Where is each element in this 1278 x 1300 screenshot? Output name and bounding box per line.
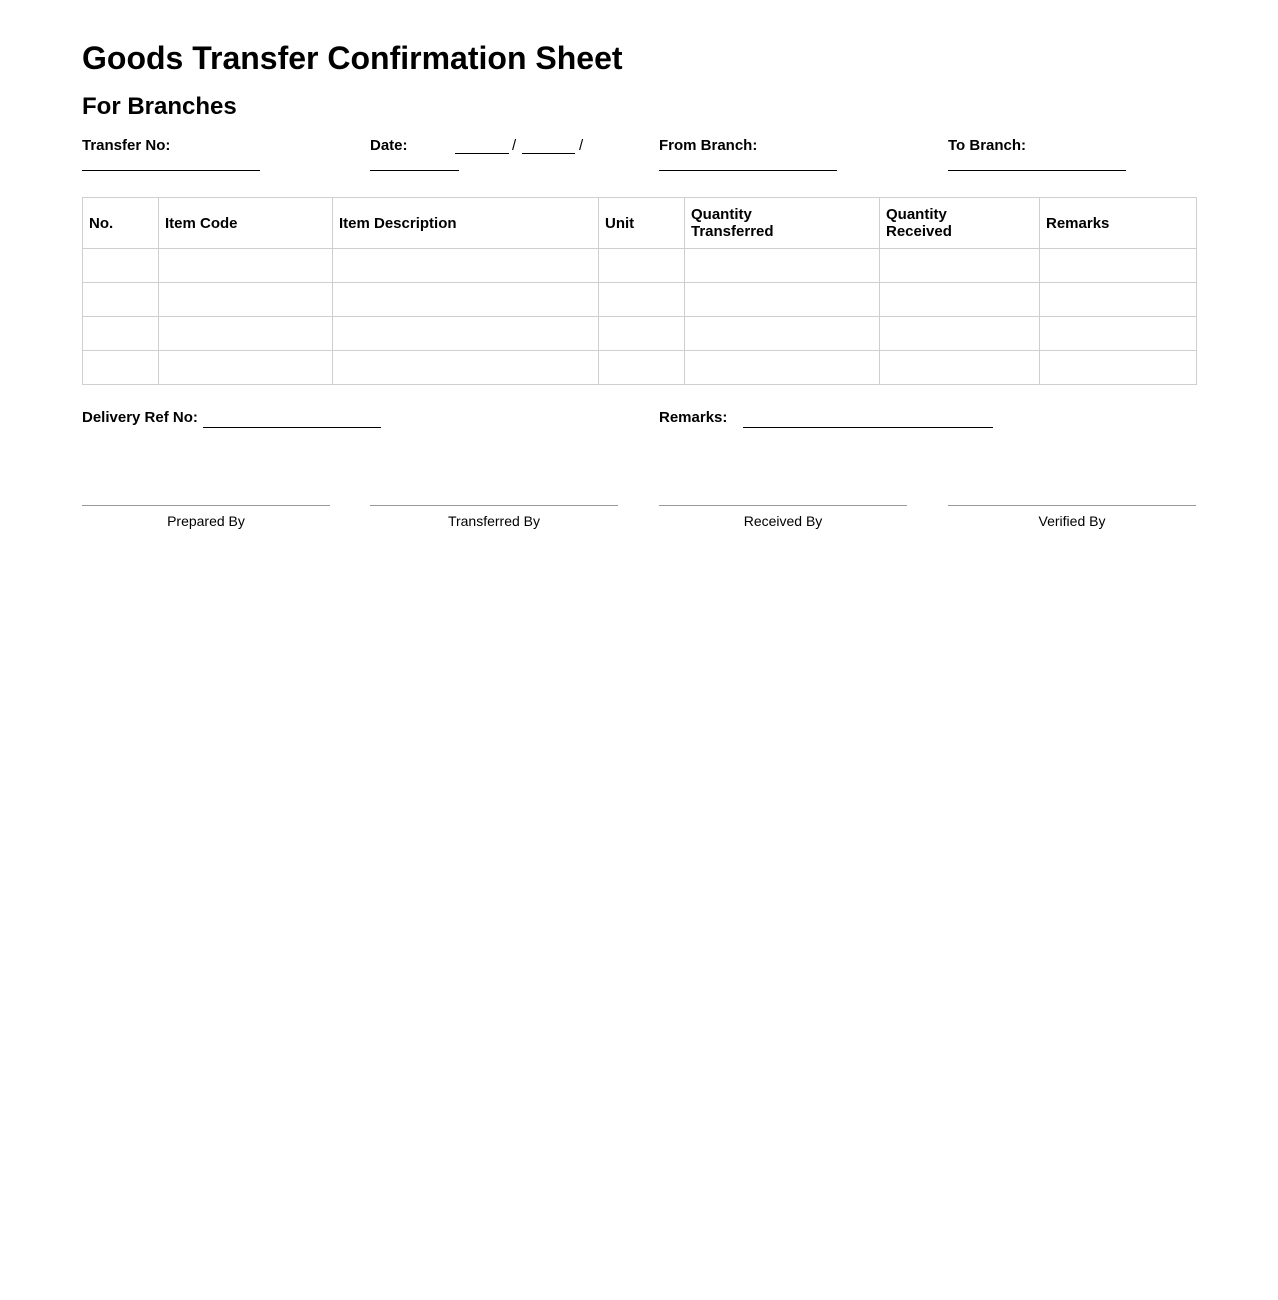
date-day-line[interactable]	[455, 153, 509, 154]
signature-prepared-by[interactable]	[82, 505, 330, 530]
table-cell[interactable]	[685, 317, 880, 351]
table-cell[interactable]	[159, 249, 333, 283]
remarks-label: Remarks:	[659, 409, 728, 426]
transfer-no-line[interactable]	[82, 170, 260, 171]
date-label: Date:	[370, 137, 408, 154]
table-cell[interactable]	[1040, 317, 1197, 351]
table-cell[interactable]	[685, 351, 880, 385]
table-row	[83, 249, 1197, 283]
table-row	[83, 283, 1197, 317]
transfer-no-field[interactable]	[82, 136, 260, 171]
table-cell[interactable]	[685, 283, 880, 317]
delivery-ref-field[interactable]	[82, 408, 381, 428]
qty-transferred-line-2: Transferred	[691, 223, 774, 240]
column-header-quantity-transferred	[685, 198, 880, 249]
signature-transferred-by[interactable]	[370, 505, 618, 530]
table-cell[interactable]	[159, 283, 333, 317]
items-table	[82, 197, 1197, 385]
column-header-remarks: Remarks	[1040, 198, 1197, 249]
table-cell[interactable]	[880, 249, 1040, 283]
signature-received-by[interactable]	[659, 505, 907, 530]
remarks-line[interactable]	[743, 411, 993, 428]
table-cell[interactable]	[599, 249, 685, 283]
column-header-item-code: Item Code	[159, 198, 333, 249]
table-cell[interactable]	[880, 317, 1040, 351]
transfer-no-label: Transfer No:	[82, 137, 171, 154]
table-cell[interactable]	[685, 249, 880, 283]
column-header-item-description: Item Description	[333, 198, 599, 249]
table-row	[83, 317, 1197, 351]
table-cell[interactable]	[159, 317, 333, 351]
to-branch-label: To Branch:	[948, 137, 1027, 154]
signature-verified-by[interactable]	[948, 505, 1196, 530]
signature-label: Prepared By	[167, 513, 245, 529]
from-branch-label: From Branch:	[659, 137, 758, 154]
table-cell[interactable]	[159, 351, 333, 385]
table-row	[83, 351, 1197, 385]
items-table-container	[82, 197, 1196, 385]
to-branch-field[interactable]	[948, 136, 1126, 171]
table-cell[interactable]	[880, 283, 1040, 317]
signature-label: Received By	[743, 513, 823, 529]
column-header-quantity-received	[880, 198, 1040, 249]
qty-received-line-1: Quantity	[886, 206, 947, 223]
date-separator: /	[579, 137, 584, 154]
date-field[interactable]	[370, 136, 630, 171]
table-cell[interactable]	[1040, 283, 1197, 317]
date-separator: /	[512, 137, 517, 154]
table-cell[interactable]	[83, 317, 159, 351]
to-branch-line[interactable]	[948, 170, 1126, 171]
table-cell[interactable]	[333, 283, 599, 317]
page-title: Goods Transfer Confirmation Sheet	[82, 40, 623, 76]
signature-label: Transferred By	[447, 513, 541, 529]
column-header-no: No.	[83, 198, 159, 249]
page-subtitle: For Branches	[82, 93, 237, 120]
table-cell[interactable]	[83, 351, 159, 385]
delivery-ref-line[interactable]	[203, 411, 381, 428]
table-cell[interactable]	[1040, 351, 1197, 385]
table-cell[interactable]	[599, 283, 685, 317]
qty-transferred-line-1: Quantity	[691, 206, 752, 223]
table-cell[interactable]	[1040, 249, 1197, 283]
table-cell[interactable]	[880, 351, 1040, 385]
table-cell[interactable]	[83, 249, 159, 283]
table-header-row	[83, 198, 1197, 249]
table-cell[interactable]	[599, 317, 685, 351]
table-cell[interactable]	[83, 283, 159, 317]
qty-received-line-2: Received	[886, 223, 952, 240]
remarks-field[interactable]	[659, 408, 993, 428]
table-cell[interactable]	[333, 317, 599, 351]
table-cell[interactable]	[599, 351, 685, 385]
table-cell[interactable]	[333, 351, 599, 385]
signature-label: Verified By	[1038, 513, 1106, 529]
date-month-line[interactable]	[522, 153, 575, 154]
date-year-line[interactable]	[370, 170, 459, 171]
table-cell[interactable]	[333, 249, 599, 283]
delivery-ref-label: Delivery Ref No:	[82, 409, 198, 426]
column-header-unit: Unit	[599, 198, 685, 249]
from-branch-field[interactable]	[659, 136, 837, 171]
from-branch-line[interactable]	[659, 170, 837, 171]
